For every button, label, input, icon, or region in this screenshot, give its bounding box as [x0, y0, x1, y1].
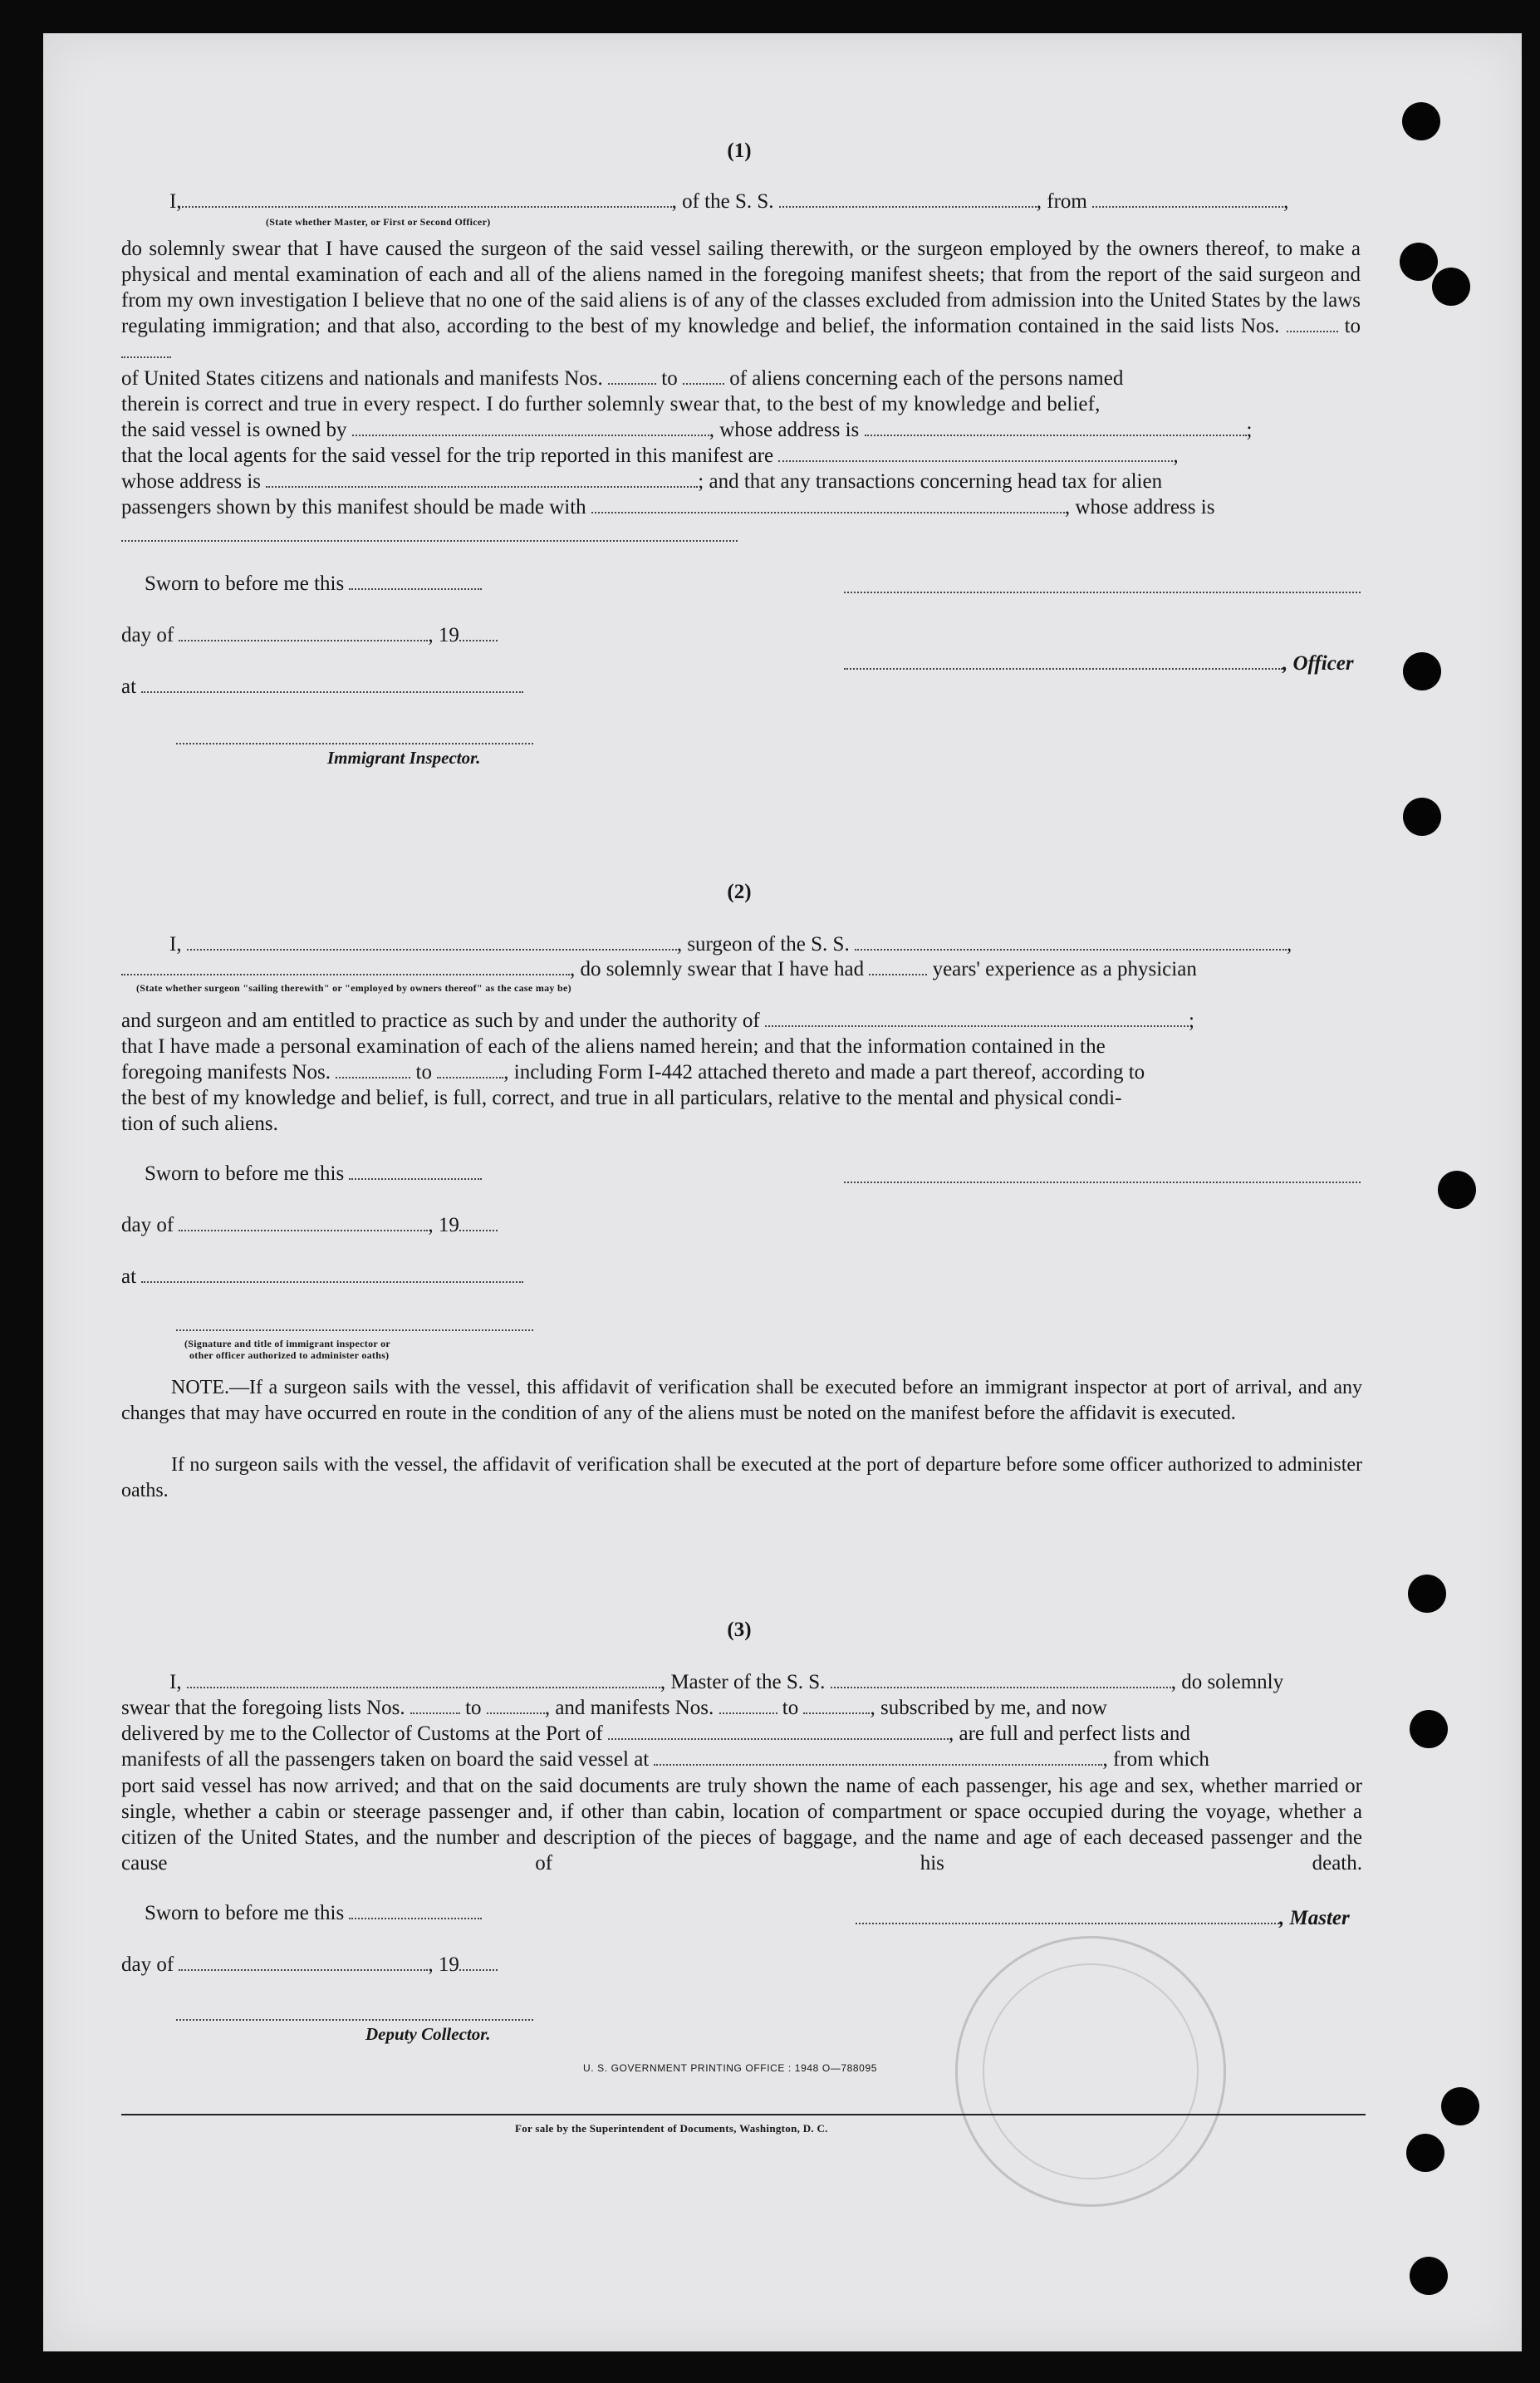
s1-day-of: day of , 19 — [121, 623, 498, 648]
s1-sworn: Sworn to before me this — [145, 572, 482, 597]
s3-sworn: Sworn to before me this — [145, 1901, 482, 1926]
s1-address-line[interactable] — [121, 540, 738, 542]
s1-at: at — [121, 675, 523, 700]
s2-line-4: that I have made a personal examination of each of the aliens named herein; and that the information contained in the — [121, 1035, 1106, 1058]
s3-body: port said vessel has now arrived; and that on the said documents are truly shown the name of each passenger, his age and sex, whether married or single, whether a cabin or steerage passenger and, if other than cabin, location of compartment or space occupied during the voyage, whether a citizen of the United States, and the number and description of the pieces of baggage, and the name and age of each deceased passenger and the cause of his death. — [121, 1775, 1362, 1874]
s2-line-6: the best of my knowledge and belief, is full, correct, and true in all particulars, relative to the mental and physical condi- — [121, 1087, 1122, 1109]
s1-body: do solemnly swear that I have caused the surgeon of the said vessel sailing therewith, or the surgeon employed by the owners thereof, to make a physical and mental examination of each and all of the aliens named in the foregoing manifest sheets; that from the report of the said surgeon and from my own investigation I believe that no one of the said aliens is of any of the classes excluded from admission into the United States by the laws regulating immigration; and that also, according to the best of my knowledge and belief, the information contained in the said lists Nos. to — [121, 236, 1361, 365]
faded-stamp — [955, 1936, 1226, 2207]
s2-day-of: day of , 19 — [121, 1213, 498, 1238]
s1-line-therein: therein is correct and true in every respect. I do further solemnly swear that, to the best of my knowledge and belief, — [121, 393, 1101, 415]
s1-line-passengers: passengers shown by this manifest should be made with , whose address is — [121, 496, 1215, 518]
s2-line-2: , do solemnly swear that I have had years' experience as a physician — [121, 957, 1197, 982]
s3-collector-signature-line[interactable] — [176, 2019, 533, 2021]
s2-inspector-signature-line[interactable] — [176, 1329, 533, 1331]
footer-rule — [121, 2114, 1366, 2115]
punch-hole-11 — [1410, 2257, 1448, 2295]
s1-inspector-label: Immigrant Inspector. — [327, 748, 481, 768]
s1-caption: (State whether Master, or First or Second Officer) — [266, 216, 491, 228]
s2-signature-line-top[interactable] — [844, 1182, 1361, 1183]
s1-line-agents: that the local agents for the said vessel for the trip reported in this manifest are , — [121, 445, 1179, 467]
s2-note-2: If no surgeon sails with the vessel, the affidavit of verification shall be executed at the port of departure before some officer authorized to administer oaths. — [121, 1454, 1362, 1501]
s1-line-address: whose address is ; and that any transactions concerning head tax for alien — [121, 470, 1163, 493]
punch-hole-7 — [1408, 1575, 1446, 1613]
s2-caption: (State whether surgeon "sailing therewith" or "employed by owners thereof" as the case may be) — [136, 982, 571, 994]
s3-line-4: manifests of all the passengers taken on board the said vessel at , from which — [121, 1748, 1209, 1771]
s3-line-1: I, , Master of the S. S. , do solemnly — [169, 1671, 1284, 1693]
s2-sig-caption-1: (Signature and title of immigrant inspector or — [184, 1338, 391, 1349]
section-3-number: (3) — [727, 1619, 752, 1641]
punch-hole-2 — [1400, 243, 1438, 281]
s2-at: at — [121, 1265, 523, 1290]
section-2-number: (2) — [727, 881, 752, 903]
s1-officer-line: , Officer — [844, 651, 1354, 676]
s1-line-citizens: of United States citizens and nationals and manifests Nos. to of aliens concerning each of the persons named — [121, 367, 1124, 390]
s2-sworn: Sworn to before me this — [145, 1162, 482, 1187]
punch-hole-4 — [1403, 652, 1441, 690]
gpo-imprint: U. S. GOVERNMENT PRINTING OFFICE : 1948 O—788095 — [583, 2062, 878, 2074]
punch-hole-5 — [1403, 798, 1441, 836]
punch-hole-10 — [1406, 2134, 1444, 2172]
s1-inspector-signature-line[interactable] — [176, 743, 533, 744]
s2-line-3: and surgeon and am entitled to practice as such by and under the authority of ; — [121, 1010, 1194, 1032]
s1-officer-signature-line-top[interactable] — [844, 592, 1361, 593]
sale-notice: For sale by the Superintendent of Documents, Washington, D. C. — [515, 2122, 828, 2135]
s2-sig-caption-2: other officer authorized to administer oaths) — [189, 1349, 390, 1361]
punch-hole-1 — [1402, 102, 1440, 140]
s2-line-1: I, , surgeon of the S. S. , — [169, 933, 1292, 956]
s3-day-of: day of , 19 — [121, 1953, 498, 1978]
punch-hole-3 — [1432, 268, 1470, 306]
s3-master-line: , Master — [856, 1906, 1350, 1931]
s1-line-1: I, , of the S. S. , from , — [169, 190, 1289, 213]
s3-collector-label: Deputy Collector. — [365, 2024, 491, 2044]
section-1-number: (1) — [727, 140, 752, 162]
punch-hole-6 — [1438, 1171, 1476, 1209]
punch-hole-8 — [1410, 1710, 1448, 1748]
s3-line-2: swear that the foregoing lists Nos. to , and manifests Nos. to , subscribed by me, and now — [121, 1697, 1107, 1719]
s2-note: NOTE.—If a surgeon sails with the vessel, this affidavit of verification shall be executed before an immigrant inspector at port of arrival, and any changes that may have occurred en route in the condition of any of the aliens must be noted on the manifest before the affidavit is executed. — [121, 1377, 1362, 1424]
punch-hole-9 — [1441, 2087, 1479, 2125]
s3-line-3: delivered by me to the Collector of Customs at the Port of , are full and perfect lists and — [121, 1722, 1190, 1745]
s2-line-5: foregoing manifests Nos. to , including Form I-442 attached thereto and made a part thereof, according to — [121, 1061, 1145, 1083]
s1-line-owned: the said vessel is owned by , whose address is ; — [121, 419, 1253, 441]
s2-line-7: tion of such aliens. — [121, 1113, 278, 1135]
